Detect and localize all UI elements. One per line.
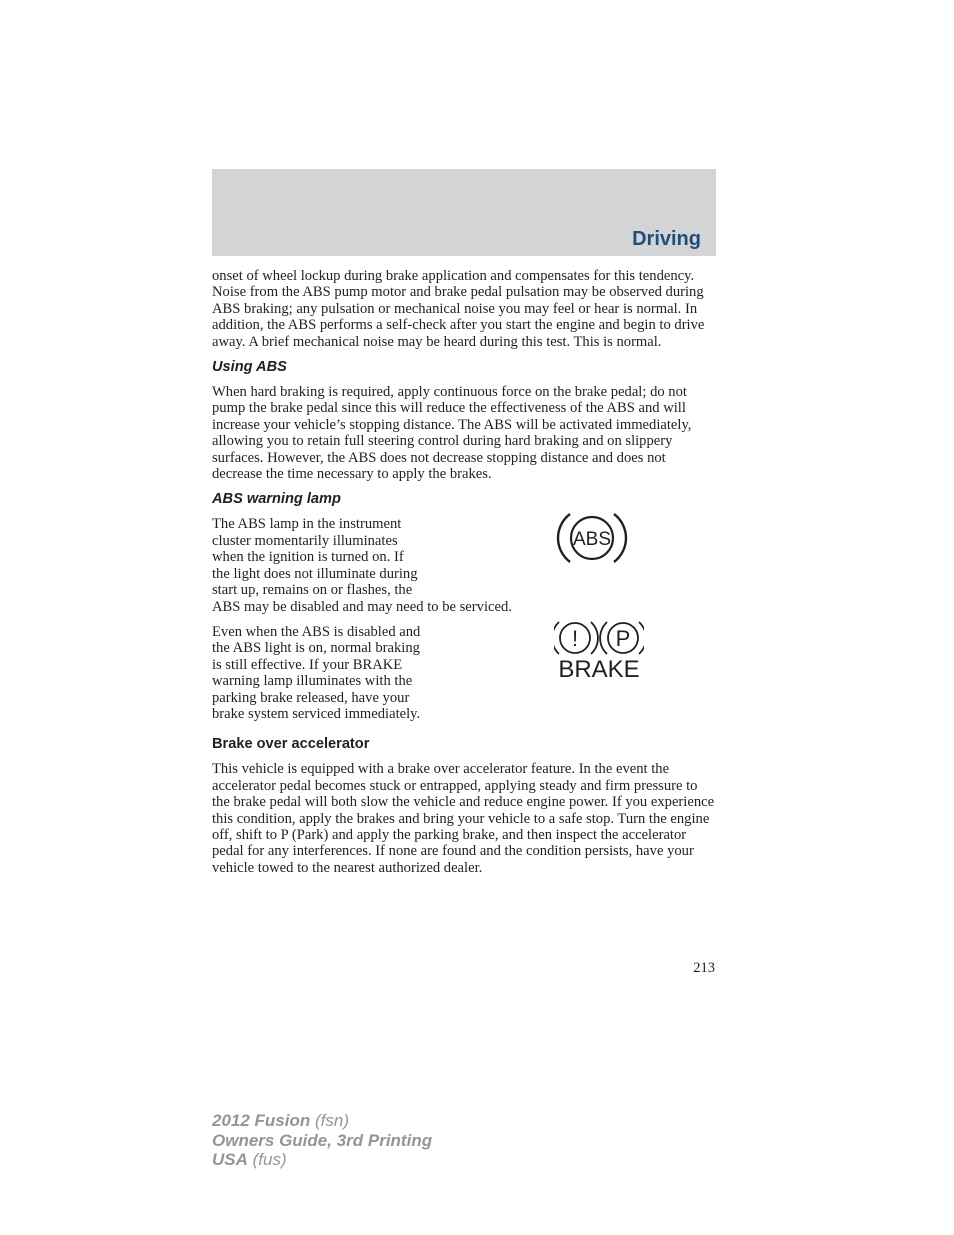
brake-over-accelerator-heading: Brake over accelerator xyxy=(212,736,370,753)
abs-lamp-line: when the ignition is turned on. If xyxy=(212,549,404,566)
abs-warning-lamp-heading: ABS warning lamp xyxy=(212,491,341,508)
footer-region: USA xyxy=(212,1150,248,1169)
abs-lamp-line: start up, remains on or flashes, the xyxy=(212,582,413,599)
brake-lamp-block xyxy=(212,624,716,722)
abs-lamp-paragraph xyxy=(212,516,716,614)
brake-lamp-line: brake system serviced immediately. xyxy=(212,705,421,722)
brake-lamp-line: Even when the ABS is disabled and xyxy=(212,623,421,640)
abs-warning-icon xyxy=(556,508,628,568)
brake-lamp-line: parking brake released, have your xyxy=(212,689,410,706)
brake-lamp-line: warning lamp illuminates with the xyxy=(212,673,413,690)
abs-lamp-line: ABS may be disabled and may need to be serviced. xyxy=(212,598,512,615)
footer xyxy=(212,1111,432,1170)
footer-region-code: (fus) xyxy=(252,1150,287,1169)
intro-paragraph: onset of wheel lockup during brake application and compensates for this tendency. Noise from the ABS pump motor and brake pedal pulsation may be observed during ABS braking; any pulsation or mechanical noise you may feel or hear is normal. In addition, the ABS performs a self-check after you start the engine and begin to drive away. A brief mechanical noise may be heard during this test. This is normal. xyxy=(212,268,705,350)
brake-over-accelerator-paragraph: This vehicle is equipped with a brake over accelerator feature. In the event the accelerator pedal becomes stuck or entrapped, applying steady and firm pressure to the brake pedal will both slow the vehicle and reduce engine power. If you experience this condition, apply the brakes and bring your vehicle to a safe stop. Turn the engine off, shift to P (Park) and apply the parking brake, and then inspect the accelerator pedal for any interferences. If none are found and the condition persists, have your vehicle towed to the nearest authorized dealer. xyxy=(212,761,715,876)
abs-lamp-line: the light does not illuminate during xyxy=(212,565,418,582)
brake-lamp-line: the ABS light is on, normal braking xyxy=(212,640,420,657)
warning-exclamation-icon: ! xyxy=(571,625,579,651)
section-title: Driving xyxy=(632,228,701,250)
brake-warning-icon xyxy=(554,618,644,680)
using-abs-paragraph: When hard braking is required, apply continuous force on the brake pedal; do not pump the brake pedal since this will reduce the effectiveness of the ABS and will increase your vehicle’s stopping distance. The ABS will be activated immediately, allowing you to retain full steering control during hard braking and on slippery surfaces. However, the ABS does not decrease stopping distance and does not decrease the time necessary to apply the brakes. xyxy=(212,384,692,483)
abs-icon-label: ABS xyxy=(572,529,612,551)
brake-icon-label: BRAKE xyxy=(558,655,640,680)
abs-lamp-line: The ABS lamp in the instrument xyxy=(212,516,402,533)
section-header-band xyxy=(212,169,716,256)
abs-lamp-line: cluster momentarily illuminates xyxy=(212,532,398,549)
footer-model: 2012 Fusion xyxy=(212,1111,311,1130)
page-content xyxy=(212,268,716,885)
footer-guide: Owners Guide, 3rd Printing xyxy=(212,1130,433,1150)
page-number: 213 xyxy=(693,960,715,976)
footer-model-code: (fsn) xyxy=(315,1111,349,1130)
parking-p-icon: P xyxy=(615,625,631,651)
abs-lamp-block xyxy=(212,516,716,614)
brake-lamp-line: is still effective. If your BRAKE xyxy=(212,656,403,673)
using-abs-heading: Using ABS xyxy=(212,359,287,376)
